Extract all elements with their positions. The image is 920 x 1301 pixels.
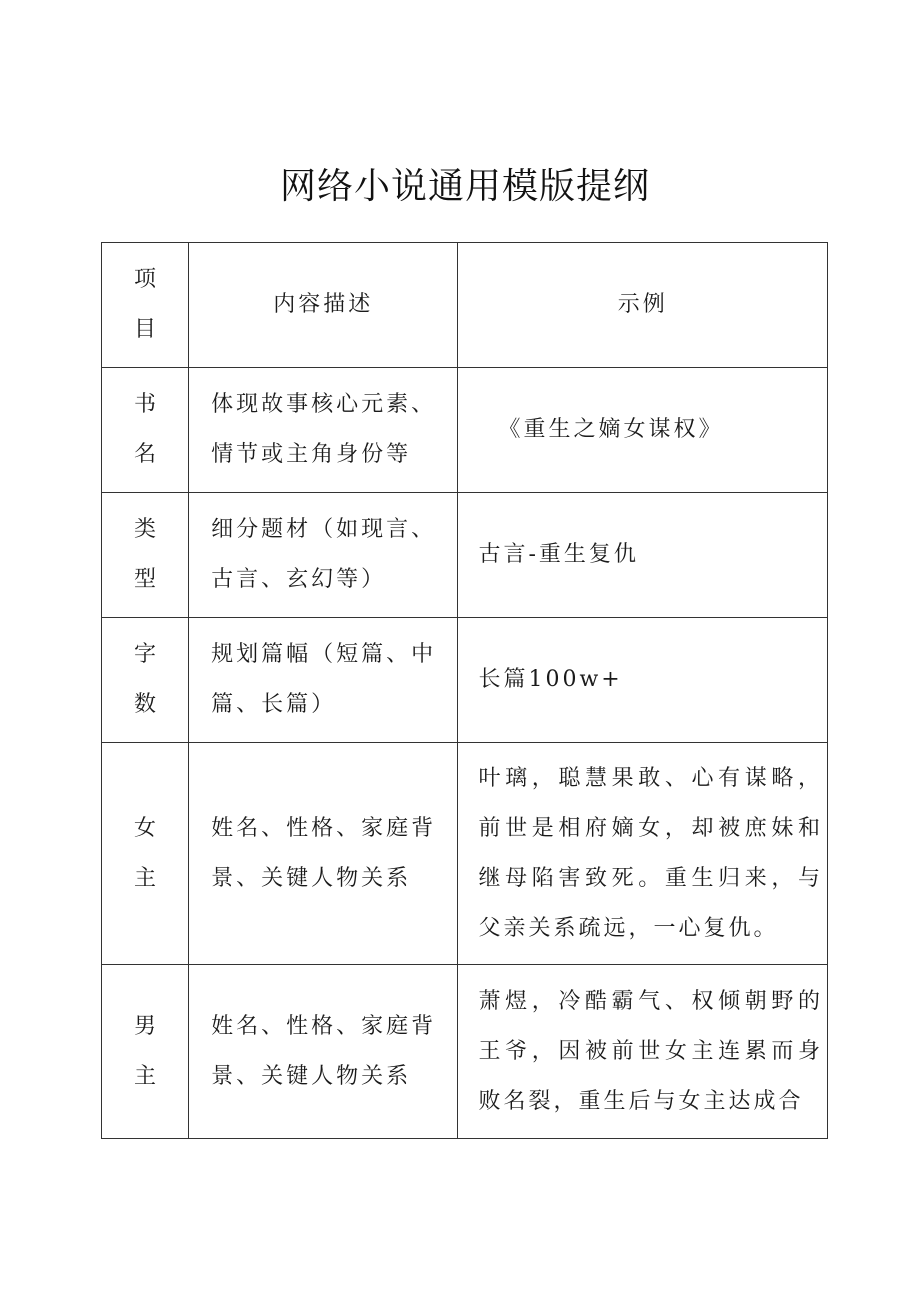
table-row	[102, 493, 828, 618]
row-desc: 体现故事核心元素、情节或主角身份等	[211, 392, 437, 467]
row-item: 类型	[134, 517, 157, 592]
row-example: 《重生之嫡女谋权》	[498, 417, 724, 442]
row-item: 男主	[134, 1013, 157, 1089]
document-title: 网络小说通用模版提纲	[279, 166, 650, 207]
header-item-cell	[102, 243, 189, 368]
row-item: 女主	[134, 815, 157, 891]
row-example: 萧煜，冷酷霸气、权倾朝野的王爷，因被前世女主连累而身败名裂，重生后与女主达成合	[478, 988, 823, 1114]
table-row	[102, 965, 828, 1139]
row-item: 书名	[134, 392, 157, 467]
row-desc: 细分题材（如现言、古言、玄幻等）	[211, 517, 437, 592]
row-desc: 规划篇幅（短篇、中篇、长篇）	[211, 642, 437, 717]
row-desc: 姓名、性格、家庭背景、关键人物关系	[211, 815, 437, 891]
header-example: 示例	[458, 243, 828, 368]
table-row	[102, 618, 828, 743]
table-row	[102, 743, 828, 965]
row-example: 长篇100w+	[478, 667, 623, 692]
header-item: 项目	[134, 267, 157, 342]
table-row	[102, 368, 828, 493]
header-desc: 内容描述	[189, 243, 458, 368]
row-item: 字数	[134, 642, 157, 717]
row-example: 古言-重生复仇	[478, 542, 639, 567]
row-desc: 姓名、性格、家庭背景、关键人物关系	[211, 1013, 437, 1089]
header-row	[102, 243, 828, 368]
outline-table	[101, 242, 828, 1139]
row-example: 叶璃，聪慧果敢、心有谋略，前世是相府嫡女，却被庶妹和继母陷害致死。重生归来，与父亲关系疏远，一心复仇。	[478, 765, 823, 941]
